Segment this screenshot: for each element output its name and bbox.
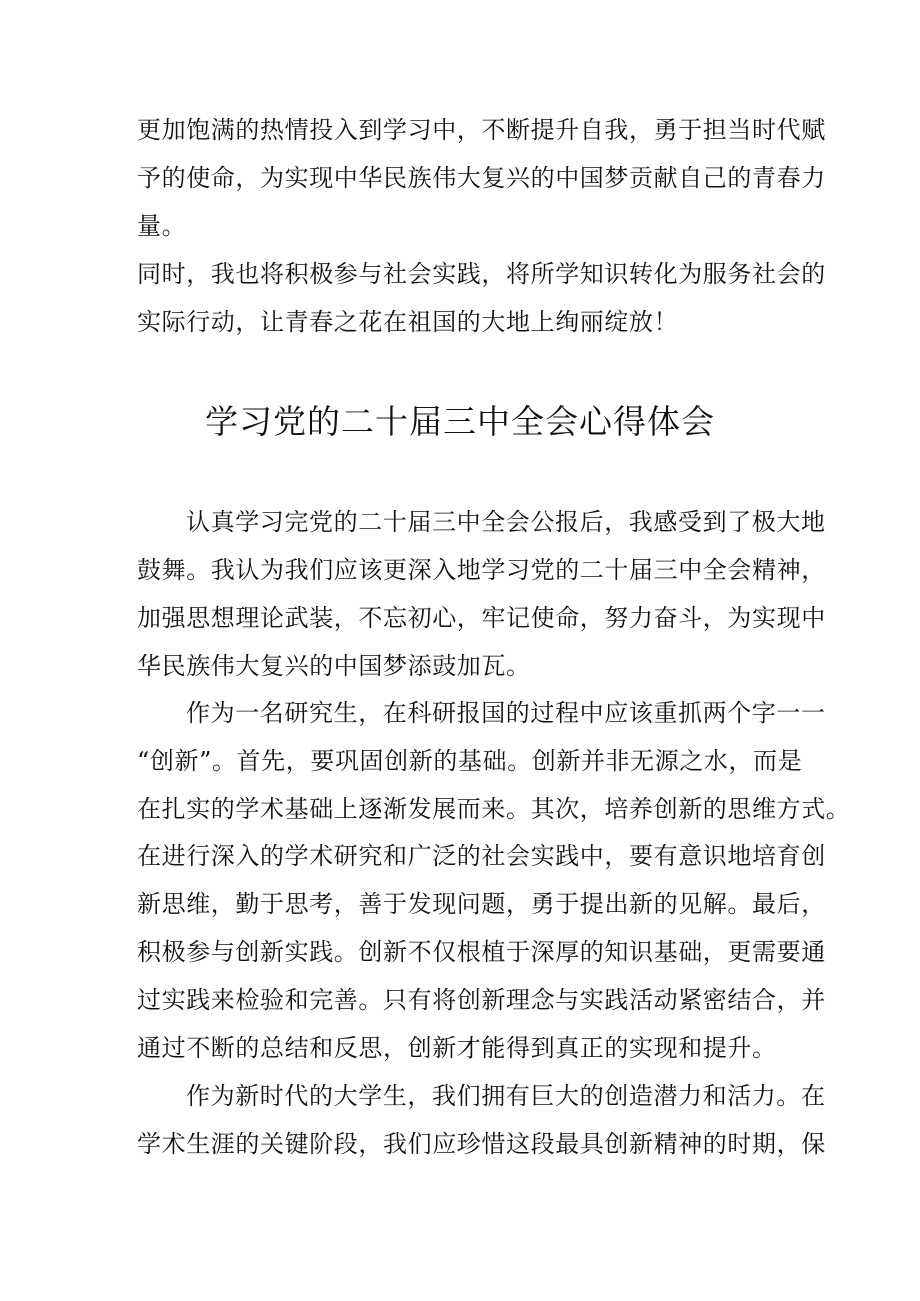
text-line: 更加饱满的热情投入到学习中，不断提升自我，勇于担当时代赋 xyxy=(137,116,826,144)
text-line: 通过不断的总结和反思，创新才能得到真正的实现和提升。 xyxy=(137,1034,777,1062)
text-line: “创新”。首先，要巩固创新的基础。创新并非无源之水，而是 xyxy=(137,747,803,775)
text-line: 予的使命，为实现中华民族伟大复兴的中国梦贡献自己的青春力 xyxy=(137,164,826,192)
text-line: 新思维，勤于思考，善于发现问题，勇于提出新的见解。最后， xyxy=(137,890,826,918)
text-line: 认真学习完党的二十届三中全会公报后，我感受到了极大地 xyxy=(186,508,826,536)
text-line: 鼓舞。我认为我们应该更深入地学习党的二十届三中全会精神， xyxy=(137,556,826,584)
text-line: 华民族伟大复兴的中国梦添豉加瓦。 xyxy=(137,652,531,680)
text-line: 在扎实的学术基础上逐渐发展而来。其次，培养创新的思维方式。 xyxy=(137,795,851,823)
text-line: 学术生涯的关键阶段，我们应珍惜这段最具创新精神的时期，保 xyxy=(137,1130,826,1158)
text-line: 作为一名研究生，在科研报国的过程中应该重抓两个字一一 xyxy=(186,699,826,727)
text-line: 加强思想理论武装，不忘初心，牢记使命，努力奋斗，为实现中 xyxy=(137,604,826,632)
text-line: 积极参与创新实践。创新不仅根植于深厚的知识基础，更需要通 xyxy=(137,938,826,966)
text-line: 在进行深入的学术研究和广泛的社会实践中，要有意识地培育创 xyxy=(137,842,826,870)
text-line: 同时，我也将积极参与社会实践，将所学知识转化为服务社会的 xyxy=(137,260,826,288)
text-line: 作为新时代的大学生，我们拥有巨大的创造潜力和活力。在 xyxy=(186,1082,826,1110)
page-title: 学习党的二十届三中全会心得体会 xyxy=(205,402,715,441)
text-line: 实际行动，让青春之花在祖国的大地上绚丽绽放！ xyxy=(137,308,679,336)
text-line: 过实践来检验和完善。只有将创新理念与实践活动紧密结合，并 xyxy=(137,986,826,1014)
text-line: 量。 xyxy=(137,212,187,240)
